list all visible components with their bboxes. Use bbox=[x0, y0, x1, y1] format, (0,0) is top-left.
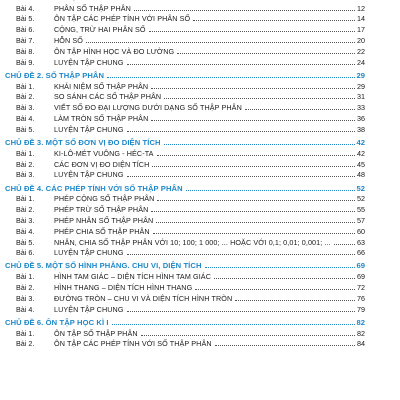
page-number: 33 bbox=[357, 103, 365, 113]
lesson-number: Bài 4. bbox=[16, 226, 35, 236]
lesson-number: Bài 5. bbox=[16, 237, 35, 247]
dot-leader bbox=[164, 143, 355, 145]
lesson-title: ÔN TẬP CÁC PHÉP TÍNH VỚI SỐ THẬP PHÂN bbox=[54, 339, 212, 349]
lesson-title: NHÂN, CHIA SỐ THẬP PHÂN VỚI 10; 100; 1 000; ... HOẶC VỚI 0,1; 0,01; 0,001; ... bbox=[54, 237, 331, 247]
dot-leader bbox=[127, 130, 355, 132]
lesson-number: Bài 3. bbox=[16, 170, 35, 180]
page-number: 14 bbox=[357, 14, 365, 24]
lesson-number: Bài 1. bbox=[16, 328, 35, 338]
dot-leader bbox=[141, 334, 355, 336]
lesson-title: LUYỆN TẬP CHUNG bbox=[54, 304, 124, 314]
chapter-title: CHỦ ĐỀ 6. ÔN TẬP HỌC KÌ I bbox=[5, 317, 109, 327]
toc-lesson-row[interactable] bbox=[0, 169, 400, 180]
page-number: 57 bbox=[357, 215, 365, 225]
lesson-number: Bài 7. bbox=[16, 35, 35, 45]
dot-leader bbox=[193, 19, 355, 21]
toc-lesson-row[interactable] bbox=[0, 56, 400, 67]
toc-lesson-row[interactable] bbox=[0, 214, 400, 225]
dot-leader bbox=[107, 76, 354, 78]
dot-leader bbox=[153, 232, 355, 234]
lesson-title: LUYỆN TẬP CHUNG bbox=[54, 248, 124, 258]
page-number: 76 bbox=[357, 293, 365, 303]
page-number: 55 bbox=[357, 205, 365, 215]
toc-lesson-row[interactable] bbox=[0, 2, 400, 13]
page-number: 22 bbox=[357, 46, 365, 56]
toc-lesson-row[interactable] bbox=[0, 112, 400, 123]
page-number: 38 bbox=[357, 124, 365, 134]
toc-lesson-row[interactable] bbox=[0, 34, 400, 45]
chapter-title: CHỦ ĐỀ 5. MỘT SỐ HÌNH PHẲNG. CHU VI, DIỆN TÍCH bbox=[5, 261, 202, 271]
toc-lesson-row[interactable] bbox=[0, 292, 400, 303]
page-number: 66 bbox=[357, 248, 365, 258]
lesson-number: Bài 1. bbox=[16, 148, 35, 158]
dot-leader bbox=[112, 323, 355, 325]
toc-lesson-row[interactable] bbox=[0, 338, 400, 349]
dot-leader bbox=[86, 41, 355, 43]
dot-leader bbox=[205, 266, 355, 268]
dot-leader bbox=[186, 189, 355, 191]
toc-lesson-row[interactable] bbox=[0, 281, 400, 292]
lesson-title: PHÉP TRỪ SỐ THẬP PHÂN bbox=[54, 205, 149, 215]
dot-leader bbox=[195, 288, 355, 290]
dot-leader bbox=[214, 277, 355, 279]
lesson-title: KHÁI NIỆM SỐ THẬP PHÂN bbox=[54, 81, 149, 91]
lesson-title: CỘNG, TRỪ HAI PHÂN SỐ bbox=[54, 25, 146, 35]
dot-leader bbox=[127, 175, 355, 177]
dot-leader bbox=[164, 97, 355, 99]
page-number: 31 bbox=[357, 92, 365, 102]
page-number: 20 bbox=[357, 35, 365, 45]
lesson-number: Bài 1. bbox=[16, 194, 35, 204]
toc-lesson-row[interactable] bbox=[0, 247, 400, 258]
dot-leader bbox=[151, 119, 355, 121]
page-number: 63 bbox=[357, 237, 365, 247]
lesson-number: Bài 6. bbox=[16, 25, 35, 35]
toc-lesson-row[interactable] bbox=[0, 91, 400, 102]
toc-lesson-row[interactable] bbox=[0, 23, 400, 34]
lesson-title: SO SÁNH CÁC SỐ THẬP PHÂN bbox=[54, 92, 162, 102]
lesson-number: Bài 4. bbox=[16, 3, 35, 13]
lesson-title: ÔN TẬP CÁC PHÉP TÍNH VỚI PHÂN SỐ bbox=[54, 14, 191, 24]
toc-lesson-row[interactable] bbox=[0, 193, 400, 204]
lesson-title: LÀM TRÒN SỐ THẬP PHÂN bbox=[54, 113, 149, 123]
lesson-title: PHÂN SỐ THẬP PHÂN bbox=[54, 3, 131, 13]
dot-leader bbox=[151, 87, 355, 89]
lesson-number: Bài 2. bbox=[16, 283, 35, 293]
lesson-number: Bài 9. bbox=[16, 57, 35, 67]
lesson-number: Bài 3. bbox=[16, 293, 35, 303]
dot-leader bbox=[177, 52, 355, 54]
dot-leader bbox=[127, 253, 355, 255]
page-number: 36 bbox=[357, 113, 365, 123]
page-number: 45 bbox=[357, 159, 365, 169]
page-number: 84 bbox=[357, 339, 365, 349]
page-number: 69 bbox=[356, 261, 365, 271]
page-number: 82 bbox=[357, 328, 365, 338]
lesson-number: Bài 2. bbox=[16, 92, 35, 102]
lesson-title: PHÉP CỘNG SỐ THẬP PHÂN bbox=[54, 194, 155, 204]
page-number: 82 bbox=[356, 317, 365, 327]
page-number: 69 bbox=[357, 272, 365, 282]
page-number: 29 bbox=[357, 81, 365, 91]
lesson-number: Bài 3. bbox=[16, 103, 35, 113]
dot-leader bbox=[157, 199, 355, 201]
toc-chapter-row[interactable] bbox=[0, 179, 400, 192]
lesson-title: VIẾT SỐ ĐO ĐẠI LƯỢNG DƯỚI DẠNG SỐ THẬP PHÂN bbox=[54, 103, 242, 113]
lesson-title: HÌNH THANG – DIỆN TÍCH HÌNH THANG bbox=[54, 283, 193, 293]
toc-lesson-row[interactable] bbox=[0, 225, 400, 236]
dot-leader bbox=[215, 344, 355, 346]
lesson-number: Bài 8. bbox=[16, 46, 35, 56]
toc-lesson-row[interactable] bbox=[0, 327, 400, 338]
lesson-title: HỖN SỐ bbox=[54, 35, 83, 45]
lesson-title: KI-LÔ-MÉT VUÔNG - HÉC-TA bbox=[54, 148, 154, 158]
lesson-number: Bài 2. bbox=[16, 205, 35, 215]
page-number: 42 bbox=[356, 137, 365, 147]
lesson-number: Bài 6. bbox=[16, 248, 35, 258]
dot-leader bbox=[151, 210, 355, 212]
chapter-title: CHỦ ĐỀ 4. CÁC PHÉP TÍNH VỚI SỐ THẬP PHÂN bbox=[5, 183, 183, 193]
dot-leader bbox=[245, 108, 355, 110]
toc-lesson-row[interactable] bbox=[0, 123, 400, 134]
toc-lesson-row[interactable] bbox=[0, 147, 400, 158]
toc-chapter-row[interactable] bbox=[0, 134, 400, 147]
dot-leader bbox=[235, 299, 355, 301]
toc-lesson-row[interactable] bbox=[0, 80, 400, 91]
toc-chapter-row[interactable] bbox=[0, 67, 400, 80]
toc-lesson-row[interactable] bbox=[0, 158, 400, 169]
page-number: 29 bbox=[356, 70, 365, 80]
chapter-title: CHỦ ĐỀ 2. SỐ THẬP PHÂN bbox=[5, 70, 105, 80]
page-number: 42 bbox=[357, 148, 365, 158]
lesson-title: ÔN TẬP HÌNH HỌC VÀ ĐO LƯỜNG bbox=[54, 46, 175, 56]
lesson-title: ĐƯỜNG TRÒN – CHU VI VÀ DIỆN TÍCH HÌNH TRÒN bbox=[54, 293, 233, 303]
lesson-number: Bài 4. bbox=[16, 304, 35, 314]
lesson-title: LUYỆN TẬP CHUNG bbox=[54, 124, 124, 134]
page-number: 60 bbox=[357, 226, 365, 236]
toc-chapter-row[interactable] bbox=[0, 257, 400, 270]
lesson-number: Bài 2. bbox=[16, 159, 35, 169]
dot-leader bbox=[149, 30, 355, 32]
lesson-title: CÁC ĐƠN VỊ ĐO DIỆN TÍCH bbox=[54, 159, 150, 169]
page-number: 79 bbox=[357, 304, 365, 314]
lesson-number: Bài 5. bbox=[16, 14, 35, 24]
toc-lesson-row[interactable] bbox=[0, 13, 400, 24]
lesson-title: HÌNH TAM GIÁC – DIỆN TÍCH HÌNH TAM GIÁC bbox=[54, 272, 211, 282]
dot-leader bbox=[134, 9, 355, 11]
page-number: 17 bbox=[357, 25, 365, 35]
toc-lesson-row[interactable] bbox=[0, 203, 400, 214]
lesson-number: Bài 1. bbox=[16, 81, 35, 91]
dot-leader bbox=[152, 165, 355, 167]
toc-lesson-row[interactable] bbox=[0, 270, 400, 281]
lesson-title: PHÉP CHIA SỐ THẬP PHÂN bbox=[54, 226, 150, 236]
dot-leader bbox=[127, 63, 355, 65]
lesson-title: ÔN TẬP SỐ THẬP PHÂN bbox=[54, 328, 138, 338]
toc-lesson-row[interactable] bbox=[0, 45, 400, 56]
page-number: 52 bbox=[357, 194, 365, 204]
page-number: 52 bbox=[356, 183, 365, 193]
toc-lesson-row[interactable] bbox=[0, 303, 400, 314]
toc-chapter-row[interactable] bbox=[0, 314, 400, 327]
toc-lesson-row[interactable] bbox=[0, 236, 400, 247]
page-number: 24 bbox=[357, 57, 365, 67]
lesson-number: Bài 4. bbox=[16, 113, 35, 123]
dot-leader bbox=[334, 243, 355, 245]
page-number: 72 bbox=[357, 283, 365, 293]
lesson-title: PHÉP NHÂN SỐ THẬP PHÂN bbox=[54, 215, 154, 225]
lesson-number: Bài 3. bbox=[16, 215, 35, 225]
dot-leader bbox=[157, 154, 355, 156]
lesson-number: Bài 1. bbox=[16, 272, 35, 282]
page-number: 48 bbox=[357, 170, 365, 180]
lesson-number: Bài 2. bbox=[16, 339, 35, 349]
page-number: 12 bbox=[357, 3, 365, 13]
dot-leader bbox=[156, 221, 355, 223]
chapter-title: CHỦ ĐỀ 3. MỘT SỐ ĐƠN VỊ ĐO DIỆN TÍCH bbox=[5, 137, 161, 147]
lesson-title: LUYỆN TẬP CHUNG bbox=[54, 170, 124, 180]
toc-lesson-row[interactable] bbox=[0, 101, 400, 112]
lesson-number: Bài 5. bbox=[16, 124, 35, 134]
lesson-title: LUYỆN TẬP CHUNG bbox=[54, 57, 124, 67]
dot-leader bbox=[127, 310, 355, 312]
